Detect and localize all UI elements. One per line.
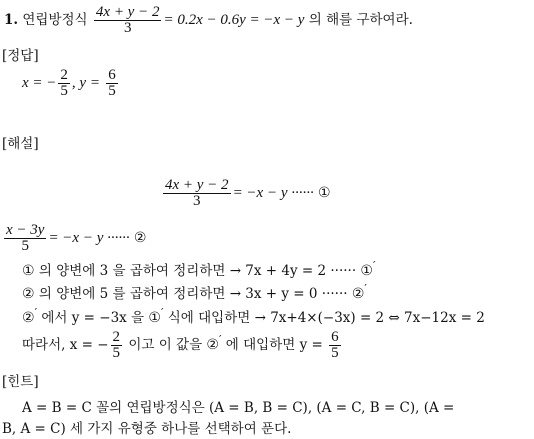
answer-y-fraction	[106, 68, 118, 99]
problem-fraction	[94, 5, 162, 36]
step1-text: 의 양변에 3 을 곱하여 정리하면 → 7x + 4y = 2 ······	[38, 263, 357, 279]
problem-number: 1.	[4, 12, 19, 28]
solution-step1: ① 의 양변에 3 을 곱하여 정리하면 → 7x + 4y = 2 ······ ①′	[22, 259, 376, 279]
answer-x-fraction	[58, 68, 70, 99]
problem-frac-den: 3	[123, 20, 132, 36]
step3-text-b: 식에 대입하면 → 7x+4×(−3x) = 2 ⇔ 7x−12x = 2	[167, 310, 485, 326]
step1-mark: ①	[22, 263, 35, 279]
problem-statement	[4, 5, 413, 36]
step4-x-num: 2	[112, 329, 121, 345]
answer-x-num: 2	[60, 67, 68, 83]
eq1-fraction	[163, 178, 231, 209]
step4-y-fraction	[329, 330, 341, 361]
hint-label: [힌트]	[2, 374, 39, 390]
step1-result-mark: ①	[360, 263, 373, 279]
eq2-num: x − 3y	[6, 222, 45, 238]
answer-x-den: 5	[60, 83, 68, 99]
step4-y-num: 6	[331, 329, 339, 345]
step4-text-c: 에 대입하면 y =	[225, 337, 323, 353]
step4-text-a: 따라서, x = −	[22, 337, 109, 353]
problem-text-before: 연립방정식	[22, 12, 88, 28]
step3-text-a: 에서 y = −3x 을	[41, 310, 145, 326]
solution-eq2	[2, 223, 146, 254]
step2-mark: ②	[22, 286, 35, 302]
answer-x-lhs: x = −	[22, 75, 57, 91]
step4-y-den: 5	[331, 345, 339, 361]
solution-label: [해설]	[2, 136, 39, 152]
step4-x-den: 5	[112, 345, 121, 361]
problem-text-after: 의 해를 구하여라.	[308, 12, 413, 28]
step4-mark: ②	[206, 337, 219, 353]
step2-result-mark: ②	[351, 286, 365, 302]
eq2-den: 5	[21, 238, 29, 254]
answer-line	[22, 68, 120, 99]
step4-x-fraction	[111, 330, 123, 361]
step3-mark: ②	[22, 310, 35, 326]
problem-frac-num: 4x + y − 2	[95, 4, 160, 20]
step4-text-b: 이고 이 값을	[128, 337, 203, 353]
hint-line-1: A = B = C 꼴의 연립방정식은 (A = B, B = C), (A = C, B = C), (A =	[22, 400, 455, 416]
answer-sep: , y =	[71, 75, 100, 91]
solution-eq1	[161, 178, 331, 209]
eq2-rest: = −x − y ······	[48, 230, 130, 246]
answer-y-den: 5	[108, 83, 116, 99]
step3-mid-mark: ①	[148, 310, 161, 326]
eq1-mark: ①	[318, 185, 331, 201]
step2-text: 의 양변에 5 를 곱하여 정리하면 → 3x + y = 0 ······	[38, 286, 348, 302]
answer-label: [정답]	[2, 48, 39, 64]
hint-line-2: B, A = C) 세 가지 유형중 하나를 선택하여 푼다.	[2, 421, 292, 437]
solution-step4: 따라서, x = − $\frac{2}{5}$ 이고 이 값을 ②′ 에 대입하면 y = $\frac{6}{5}$	[22, 329, 339, 361]
eq1-num: 4x + y − 2	[165, 177, 229, 193]
eq1-den: 3	[193, 193, 201, 209]
solution-step3: ②′ 에서 y = −3x 을 ①′ 식에 대입하면 → 7x+4×(−3x) = 2 ⇔ 7x−12x = 2	[22, 306, 485, 326]
eq2-fraction	[4, 223, 46, 254]
solution-step2: ② 의 양변에 5 를 곱하여 정리하면 → 3x + y = 0 ······ ②′	[22, 282, 367, 302]
eq1-rest: = −x − y ······	[232, 185, 314, 201]
answer-y-num: 6	[108, 67, 116, 83]
eq2-mark: ②	[133, 230, 147, 246]
problem-eq-rest: = 0.2x − 0.6y = −x − y	[163, 12, 305, 28]
